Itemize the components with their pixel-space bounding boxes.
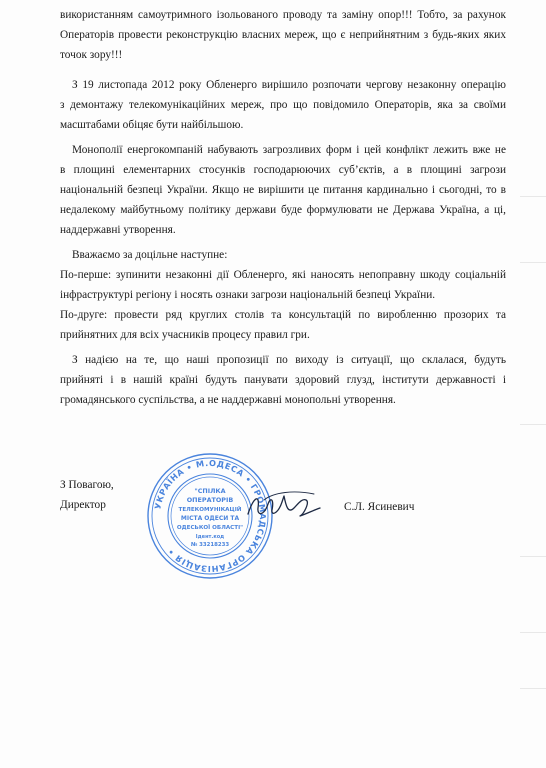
paragraph-monopoly-line: національній безпеці України. Якщо не вирішити це питання кардинально і сьогодні, то в xyxy=(60,184,506,196)
closing-position: Директор xyxy=(60,499,106,511)
paragraph-date-line: масштабами обіцяє бути найбільшою. xyxy=(60,119,244,131)
continuation-line: точок зору!!! xyxy=(60,49,123,61)
paragraph-hope-line: прийняті і в нашій країні будуть панувати здоровий глузд, інститути державності і xyxy=(60,374,506,386)
paragraph-monopoly-line: Монополії енергокомпаній набувають загрозливих форм і цей конфлікт лежить вже не xyxy=(72,144,506,156)
scan-mark xyxy=(520,632,546,633)
svg-text:"СПІЛКА: "СПІЛКА xyxy=(194,487,226,495)
svg-text:№ 33218233: № 33218233 xyxy=(190,542,230,548)
proposal-second-line: прийнятних для всіх учасників процесу правил гри. xyxy=(60,329,310,341)
paragraph-monopoly-line: недалекому майбутньому політику держави буде формулювати не Держава Україна, а ці, xyxy=(60,204,506,216)
svg-text:УКРАЇНА • М.ОДЕСА • ГРОМАДСЬКА: УКРАЇНА • М.ОДЕСА • ГРОМАДСЬКА ОРГАНІЗАЦІЯ • xyxy=(152,457,269,575)
paragraph-hope-line: З надією на те, що наші пропозиції по виходу із ситуації, що склалася, будуть xyxy=(72,354,506,366)
scan-mark xyxy=(520,262,546,263)
svg-text:ОДЕСЬКОЇ ОБЛАСТІ": ОДЕСЬКОЇ ОБЛАСТІ" xyxy=(176,525,244,531)
paragraph-hope-line: громадянського суспільства, а не наддержавні монопольні утворення. xyxy=(60,394,396,406)
paragraph-monopoly-line: в площині елементарних стосунків господарюючих суб’єктів, а в площині загрози xyxy=(60,164,506,176)
scan-mark xyxy=(520,424,546,425)
svg-text:МІСТА ОДЕСИ ТА: МІСТА ОДЕСИ ТА xyxy=(180,515,240,522)
svg-text:ТЕЛЕКОМУНІКАЦІЙ: ТЕЛЕКОМУНІКАЦІЙ xyxy=(178,507,242,513)
svg-text:ОПЕРАТОРІВ: ОПЕРАТОРІВ xyxy=(186,496,234,504)
closing-signatory: С.Л. Ясиневич xyxy=(344,501,415,513)
closing-regards: З Повагою, xyxy=(60,479,114,491)
director-signature xyxy=(244,486,324,522)
proposal-first-line: інфраструктурі регіону і носять ознаки загрози національній безпеці України. xyxy=(60,289,436,301)
svg-text:Ідент.код: Ідент.код xyxy=(195,534,225,540)
proposal-first-line: По-перше: зупинити незаконні дії Обленерго, які наносять непоправну шкоду соціальній xyxy=(60,269,506,281)
scan-mark xyxy=(520,688,546,689)
continuation-line: використанням самоутримного ізольованого проводу та заміну опор!!! Тобто, за рахунок xyxy=(60,9,506,21)
scan-mark xyxy=(520,196,546,197)
continuation-line: Операторів провести реконструкцію власних мереж, що є неприйнятним з будь-яких яких xyxy=(60,29,506,41)
paragraph-date-line: З 19 листопада 2012 року Обленерго вирішило розпочати чергову незаконну операцію xyxy=(72,79,506,91)
paragraph-monopoly-line: наддержавні утворення. xyxy=(60,224,176,236)
scan-mark xyxy=(520,556,546,557)
paragraph-date-line: з демонтажу телекомунікаційних мереж, про що повідомило Операторів, яка за своїми xyxy=(60,99,506,111)
proposal-second-line: По-друге: провести ряд круглих столів та консультацій по виробленню прозорих та xyxy=(60,309,506,321)
proposals-intro: Вважаємо за доцільне наступне: xyxy=(72,249,228,261)
